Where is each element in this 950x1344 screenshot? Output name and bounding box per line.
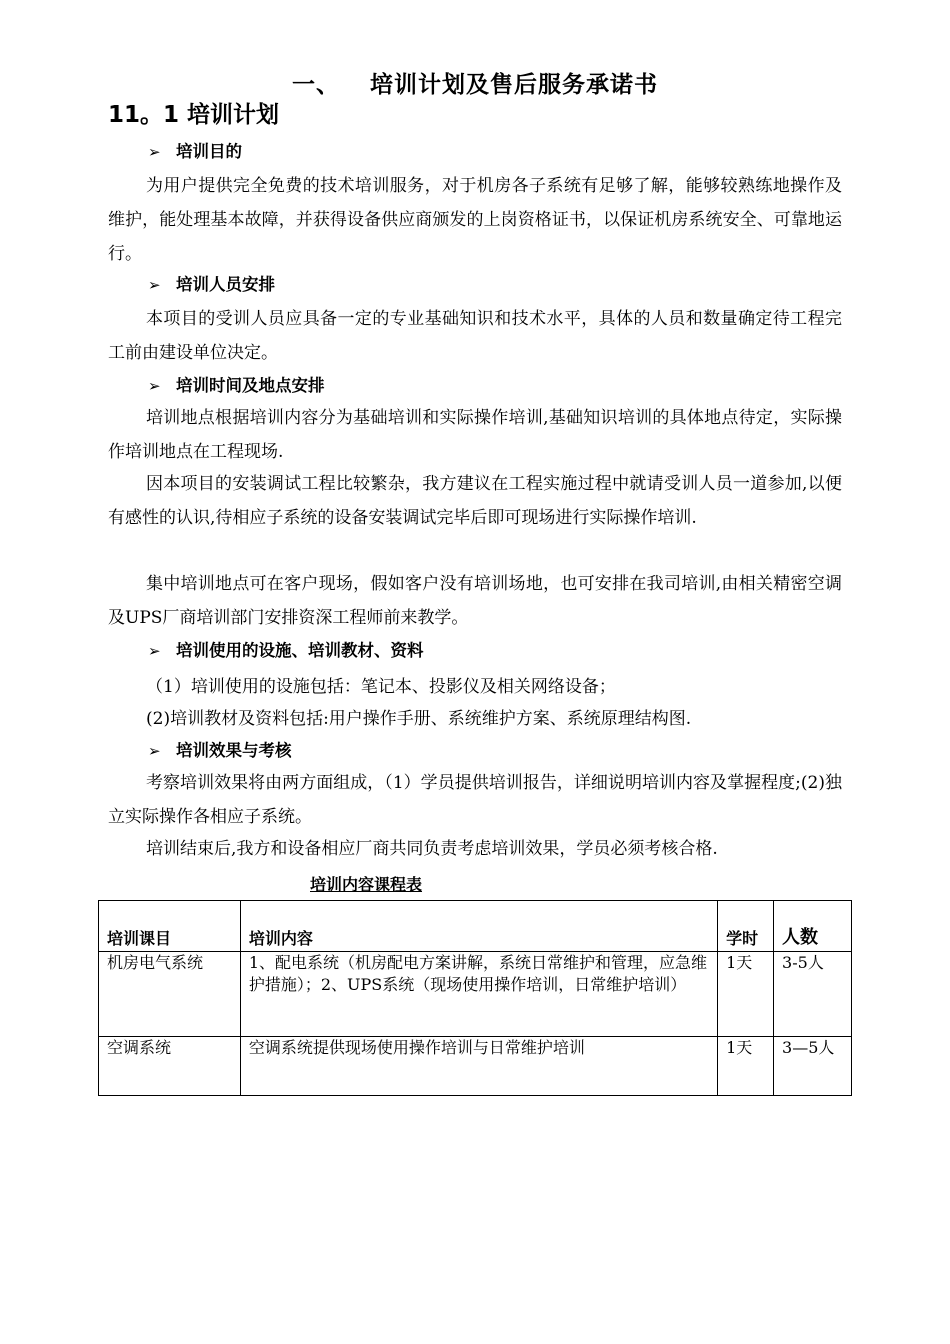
table-cell: 空调系统 — [99, 1037, 241, 1096]
table-header-cell: 培训课目 — [99, 901, 241, 952]
document-title-number: 一、 — [292, 72, 340, 98]
course-table — [98, 900, 852, 1096]
list-line: (2)培训教材及资料包括:用户操作手册、系统维护方案、系统原理结构图. — [146, 709, 692, 729]
table-cell: 1天 — [718, 1037, 774, 1096]
paragraph: 为用户提供完全免费的技术培训服务，对于机房各子系统有足够了解，能够较熟练地操作及维护，能处理基本故障，并获得设备供应商颁发的上岗资格证书，以保证机房系统安全、可靠地运行。 — [108, 176, 842, 264]
heading-text: 培训时间及地点安排 — [176, 376, 325, 395]
paragraph: 培训结束后,我方和设备相应厂商共同负责考虑培训效果，学员必须考核合格. — [146, 839, 718, 859]
heading-text: 培训使用的设施、培训教材、资料 — [176, 641, 424, 660]
document-title — [0, 66, 950, 99]
paragraph: 培训地点根据培训内容分为基础培训和实际操作培训,基础知识培训的具体地点待定，实际操作培训地点在工程现场. — [108, 408, 842, 462]
document-title-text: 培训计划及售后服务承诺书 — [370, 72, 658, 98]
heading-evaluation — [148, 737, 292, 761]
paragraph: 因本项目的安装调试工程比较繁杂，我方建议在工程实施过程中就请受训人员一道参加,以便有感性的认识,待相应子系统的设备安装调试完毕后即可现场进行实际操作培训. — [108, 474, 842, 528]
table-cell: 1、配电系统（机房配电方案讲解，系统日常维护和管理，应急维护措施）；2、UPS系统（现场使用操作培训，日常维护培训） — [240, 952, 717, 1037]
arrow-bullet-icon: ➢ — [148, 276, 161, 294]
arrow-bullet-icon: ➢ — [148, 642, 161, 660]
heading-text: 培训人员安排 — [176, 275, 275, 294]
table-cell: 空调系统提供现场使用操作培训与日常维护培训 — [240, 1037, 717, 1096]
table-cell: 3—5人 — [774, 1037, 852, 1096]
arrow-bullet-icon: ➢ — [148, 377, 161, 395]
table-row — [99, 1037, 852, 1096]
list-line: （1）培训使用的设施包括：笔记本、投影仪及相关网络设备； — [146, 677, 616, 697]
table-caption: 培训内容课程表 — [310, 875, 423, 894]
heading-time-location — [148, 372, 325, 396]
table-row — [99, 952, 852, 1037]
paragraph: 考察培训效果将由两方面组成，（1）学员提供培训报告，详细说明培训内容及掌握程度;(2)独立实际操作各相应子系统。 — [108, 773, 842, 827]
table-cell: 机房电气系统 — [99, 952, 241, 1037]
heading-text: 培训目的 — [176, 142, 242, 161]
heading-facilities-materials — [148, 637, 424, 661]
table-header-row — [99, 901, 852, 952]
heading-text: 培训效果与考核 — [176, 741, 292, 760]
heading-training-purpose — [148, 138, 242, 162]
arrow-bullet-icon: ➢ — [148, 742, 161, 760]
table-cell: 1天 — [718, 952, 774, 1037]
table-header-cell: 培训内容 — [240, 901, 717, 952]
paragraph: 本项目的受训人员应具备一定的专业基础知识和技术水平，具体的人员和数量确定待工程完工前由建设单位决定。 — [108, 309, 842, 363]
heading-trainee-arrangement — [148, 271, 275, 295]
arrow-bullet-icon: ➢ — [148, 143, 161, 161]
section-title: 11。1 培训计划 — [108, 102, 280, 128]
paragraph: 集中培训地点可在客户现场，假如客户没有培训场地，也可安排在我司培训,由相关精密空调及UPS厂商培训部门安排资深工程师前来教学。 — [108, 574, 842, 628]
table-header-cell: 人数 — [774, 901, 852, 952]
table-cell: 3-5人 — [774, 952, 852, 1037]
table-header-cell: 学时 — [718, 901, 774, 952]
